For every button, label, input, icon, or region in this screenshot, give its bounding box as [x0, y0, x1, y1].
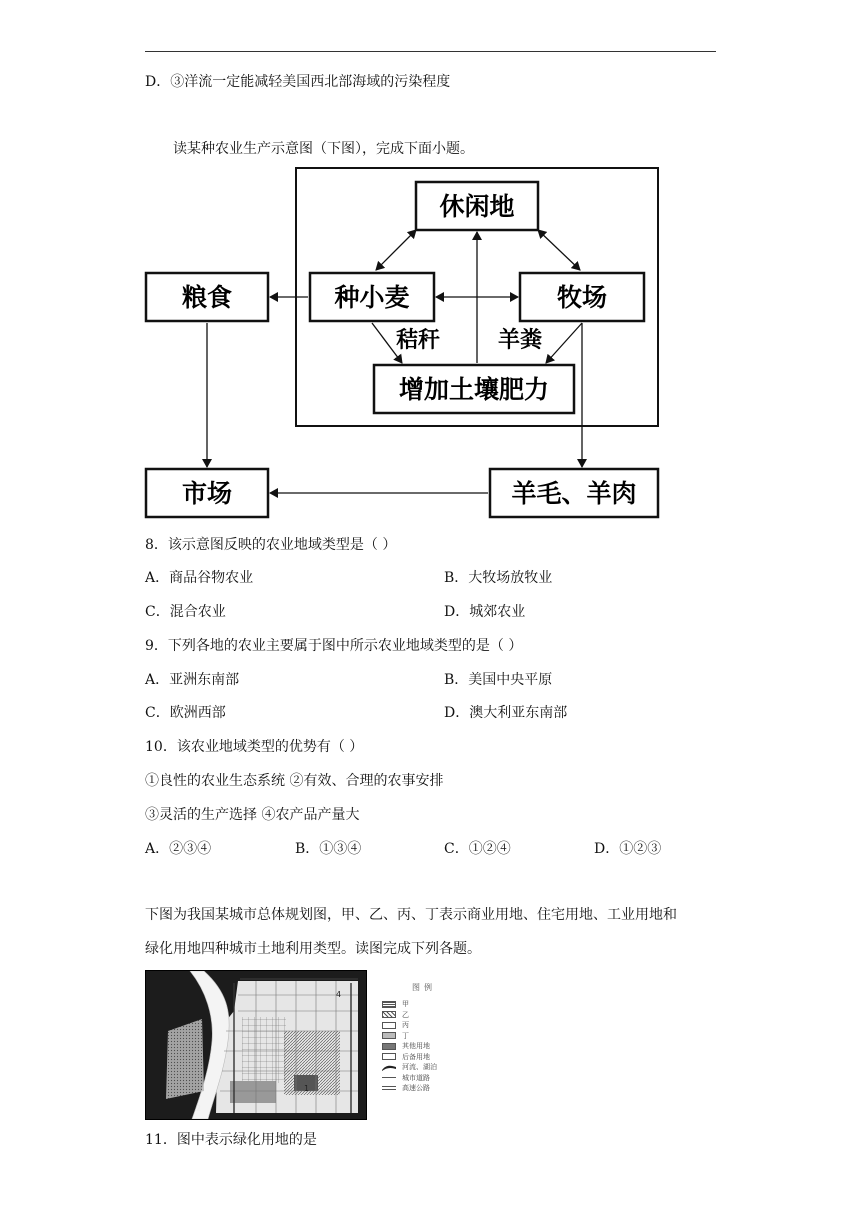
map-legend	[382, 982, 482, 1094]
core-block	[242, 1017, 286, 1083]
node-wheat-label: 种小麦	[334, 283, 410, 312]
legend-item-city-road	[382, 1073, 482, 1084]
q9-option-a: A．亚洲东南部	[145, 672, 240, 688]
node-grain	[146, 273, 268, 321]
map-legend-title: 图例	[412, 983, 436, 992]
node-grain-label: 粮食	[181, 283, 233, 312]
map-label-4: 4	[336, 990, 342, 999]
node-pasture	[520, 273, 644, 321]
legend-item-reserve-land	[382, 1052, 482, 1063]
legend-swatch-ding	[382, 1032, 396, 1039]
node-fallow-land	[416, 182, 538, 230]
legend-label-reserve-land: 后备用地	[402, 1052, 430, 1061]
q10-statement-line-1: ①良性的农业生态系统 ②有效、合理的农事安排	[145, 773, 444, 789]
q8-option-c: C．混合农业	[145, 604, 226, 620]
edge-label-straw: 秸秆	[396, 328, 441, 353]
industrial-block	[230, 1081, 276, 1103]
q10-option-a: A．②③④	[145, 841, 212, 857]
legend-swatch-jia	[382, 1001, 396, 1008]
legend-item-other-land	[382, 1041, 482, 1052]
arrow-pasture-fallow	[538, 230, 580, 270]
q9-option-d: D．澳大利亚东南部	[444, 705, 568, 721]
legend-item-highway	[382, 1083, 482, 1094]
city-planning-map	[145, 970, 367, 1120]
legend-item-jia	[382, 999, 482, 1010]
q8-option-b: B．大牧场放牧业	[444, 570, 553, 586]
map-label-1: 1	[304, 1084, 310, 1093]
intro-text-1: 读某种农业生产示意图（下图），完成下面小题。	[173, 141, 474, 157]
node-market-label: 市场	[181, 479, 233, 508]
node-fallow-land-label: 休闲地	[439, 192, 515, 221]
q10-statement-line-2: ③灵活的生产选择 ④农产品产量大	[145, 807, 360, 823]
west-bank-area	[166, 1019, 204, 1099]
legend-swatch-city-road	[382, 1077, 396, 1078]
node-pasture-label: 牧场	[556, 283, 608, 312]
q10-option-b: B．①③④	[295, 841, 362, 857]
arrow-pasture-fertility	[546, 323, 582, 363]
legend-swatch-yi	[382, 1011, 396, 1018]
q9-option-c: C．欧洲西部	[145, 705, 226, 721]
intro-text-2-line-1: 下图为我国某城市总体规划图，甲、乙、丙、丁表示商业用地、住宅用地、工业用地和	[145, 907, 677, 923]
agriculture-flow-diagram	[140, 160, 670, 525]
legend-swatch-other-land	[382, 1043, 396, 1050]
q10-option-c: C．①②④	[444, 841, 511, 857]
intro-text-2-line-2: 绿化用地四种城市土地利用类型。读图完成下列各题。	[145, 941, 481, 957]
q10-stem: 10．该农业地域类型的优势有（ ）	[145, 739, 364, 755]
q9-option-b: B．美国中央平原	[444, 672, 553, 688]
q8-stem: 8．该示意图反映的农业地域类型是（ ）	[145, 537, 397, 553]
q11-stem: 11．图中表示绿化用地的是	[145, 1132, 317, 1148]
q8-option-d: D．城郊农业	[444, 604, 526, 620]
legend-label-city-road: 城市道路	[402, 1073, 430, 1082]
legend-label-river: 河流、湖泊	[402, 1063, 437, 1072]
q10-option-d: D．①②③	[594, 841, 662, 857]
node-soil-fertility-label: 增加土壤肥力	[398, 375, 550, 404]
legend-swatch-highway	[382, 1086, 396, 1090]
prev-question-option-d: D．③洋流一定能减轻美国西北部海域的污染程度	[145, 74, 451, 90]
legend-item-ding	[382, 1031, 482, 1042]
node-market	[146, 469, 268, 517]
node-wheat	[310, 273, 434, 321]
legend-label-bing: 丙	[402, 1021, 409, 1030]
arrow-wheat-fallow	[376, 230, 416, 270]
header-rule	[145, 51, 716, 52]
q8-option-a: A．商品谷物农业	[145, 570, 254, 586]
legend-swatch-river	[382, 1064, 396, 1071]
legend-label-yi: 乙	[402, 1010, 409, 1019]
legend-item-river	[382, 1062, 482, 1073]
legend-swatch-bing	[382, 1022, 396, 1029]
legend-label-ding: 丁	[402, 1031, 409, 1040]
legend-label-highway: 高速公路	[402, 1084, 430, 1093]
map-label-2: 2	[196, 1104, 202, 1113]
legend-swatch-reserve-land	[382, 1053, 396, 1060]
edge-label-manure: 羊粪	[498, 328, 543, 353]
node-wool-mutton	[490, 469, 658, 517]
legend-item-yi	[382, 1010, 482, 1021]
node-wool-mutton-label: 羊毛、羊肉	[511, 479, 637, 508]
legend-label-other-land: 其他用地	[402, 1042, 430, 1051]
legend-label-jia: 甲	[402, 1000, 409, 1009]
legend-item-bing	[382, 1020, 482, 1031]
node-soil-fertility	[374, 365, 574, 413]
q9-stem: 9．下列各地的农业主要属于图中所示农业地域类型的是（ ）	[145, 638, 523, 654]
